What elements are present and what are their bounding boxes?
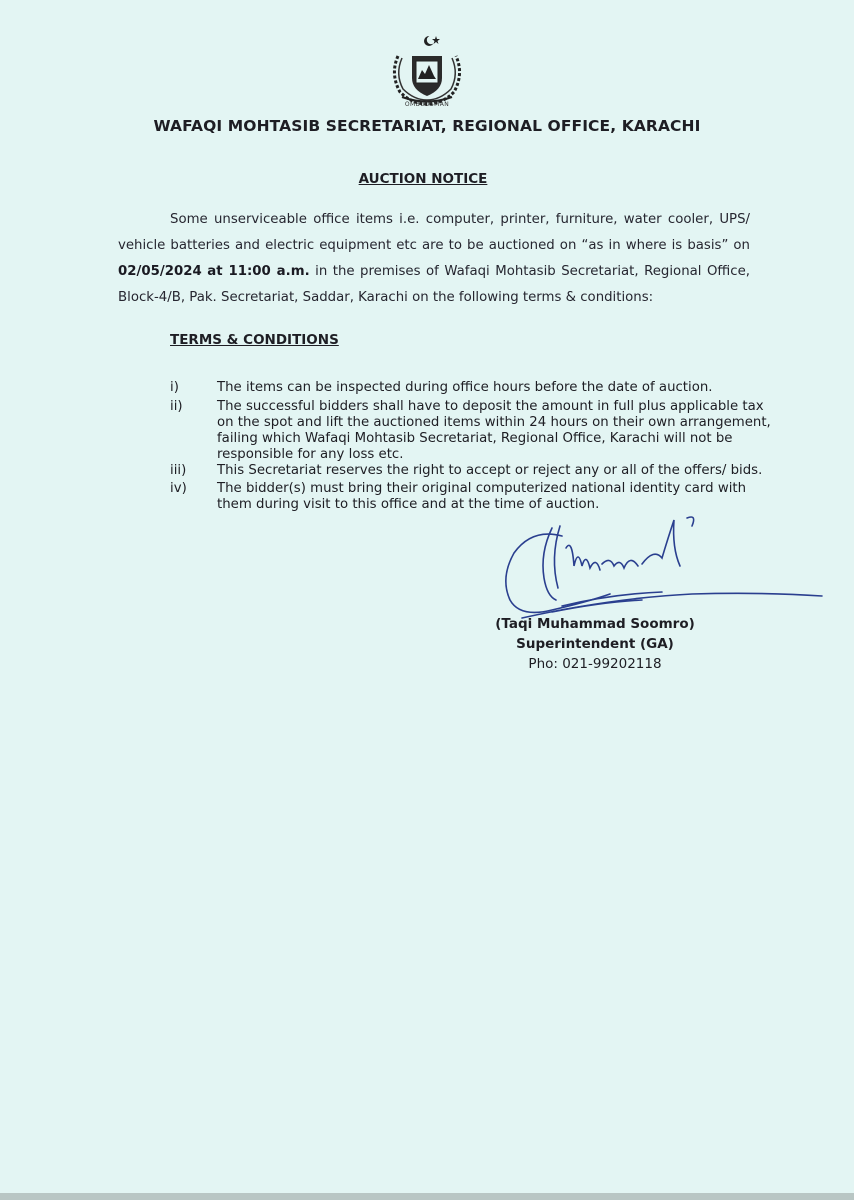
term-item (170, 380, 782, 399)
notice-body-paragraph (118, 207, 750, 311)
term-number: i) (170, 380, 179, 395)
term-number: iv) (170, 481, 187, 496)
term-number: iii) (170, 463, 187, 478)
signatory-block (470, 614, 720, 674)
notice-title: AUCTION NOTICE (358, 171, 488, 187)
organization-title: WAFAQI MOHTASIB SECRETARIAT, REGIONAL OFFICE, KARACHI (153, 117, 701, 135)
intro-text-part2: in the premises of Wafaqi Mohtasib Secretariat, Regional Office, Block-4/B, Pak. Secretariat, Saddar, Karachi on the following terms & conditions: (118, 264, 750, 305)
emblem-caption: OMBUDSMAN (404, 101, 450, 108)
page-bottom-edge (0, 1193, 854, 1200)
term-number: ii) (170, 399, 183, 414)
terms-heading: TERMS & CONDITIONS (170, 332, 339, 348)
term-item (170, 399, 782, 463)
term-text: The items can be inspected during office hours before the date of auction. (217, 380, 713, 395)
term-text: This Secretariat reserves the right to accept or reject any or all of the offers/ bids. (217, 463, 763, 478)
terms-list (170, 380, 782, 513)
signatory-name: (Taqi Muhammad Soomro) (495, 616, 695, 632)
term-item (170, 463, 782, 481)
auction-time: at 11:00 a.m. (207, 264, 310, 279)
signatory-phone: Pho: 021-99202118 (528, 656, 662, 672)
term-text: The successful bidders shall have to deposit the amount in full plus applicable tax on the spot and lift the auctioned items within 24 hours on their own arrangement, failing which Wafaqi Mohtasib Secretariat, Regional Office, Karachi will not be responsible for any loss etc. (217, 399, 771, 462)
auction-date: 02/05/2024 (118, 264, 202, 279)
term-text: The bidder(s) must bring their original computerized national identity card with them during visit to this office and at the time of auction. (217, 481, 747, 512)
intro-text-part1: Some unserviceable office items i.e. computer, printer, furniture, water cooler, UPS/ vehicle batteries and electric equipment etc are to be auctioned on “as in where is basis” on (118, 212, 750, 253)
signatory-designation: Superintendent (GA) (516, 636, 674, 652)
